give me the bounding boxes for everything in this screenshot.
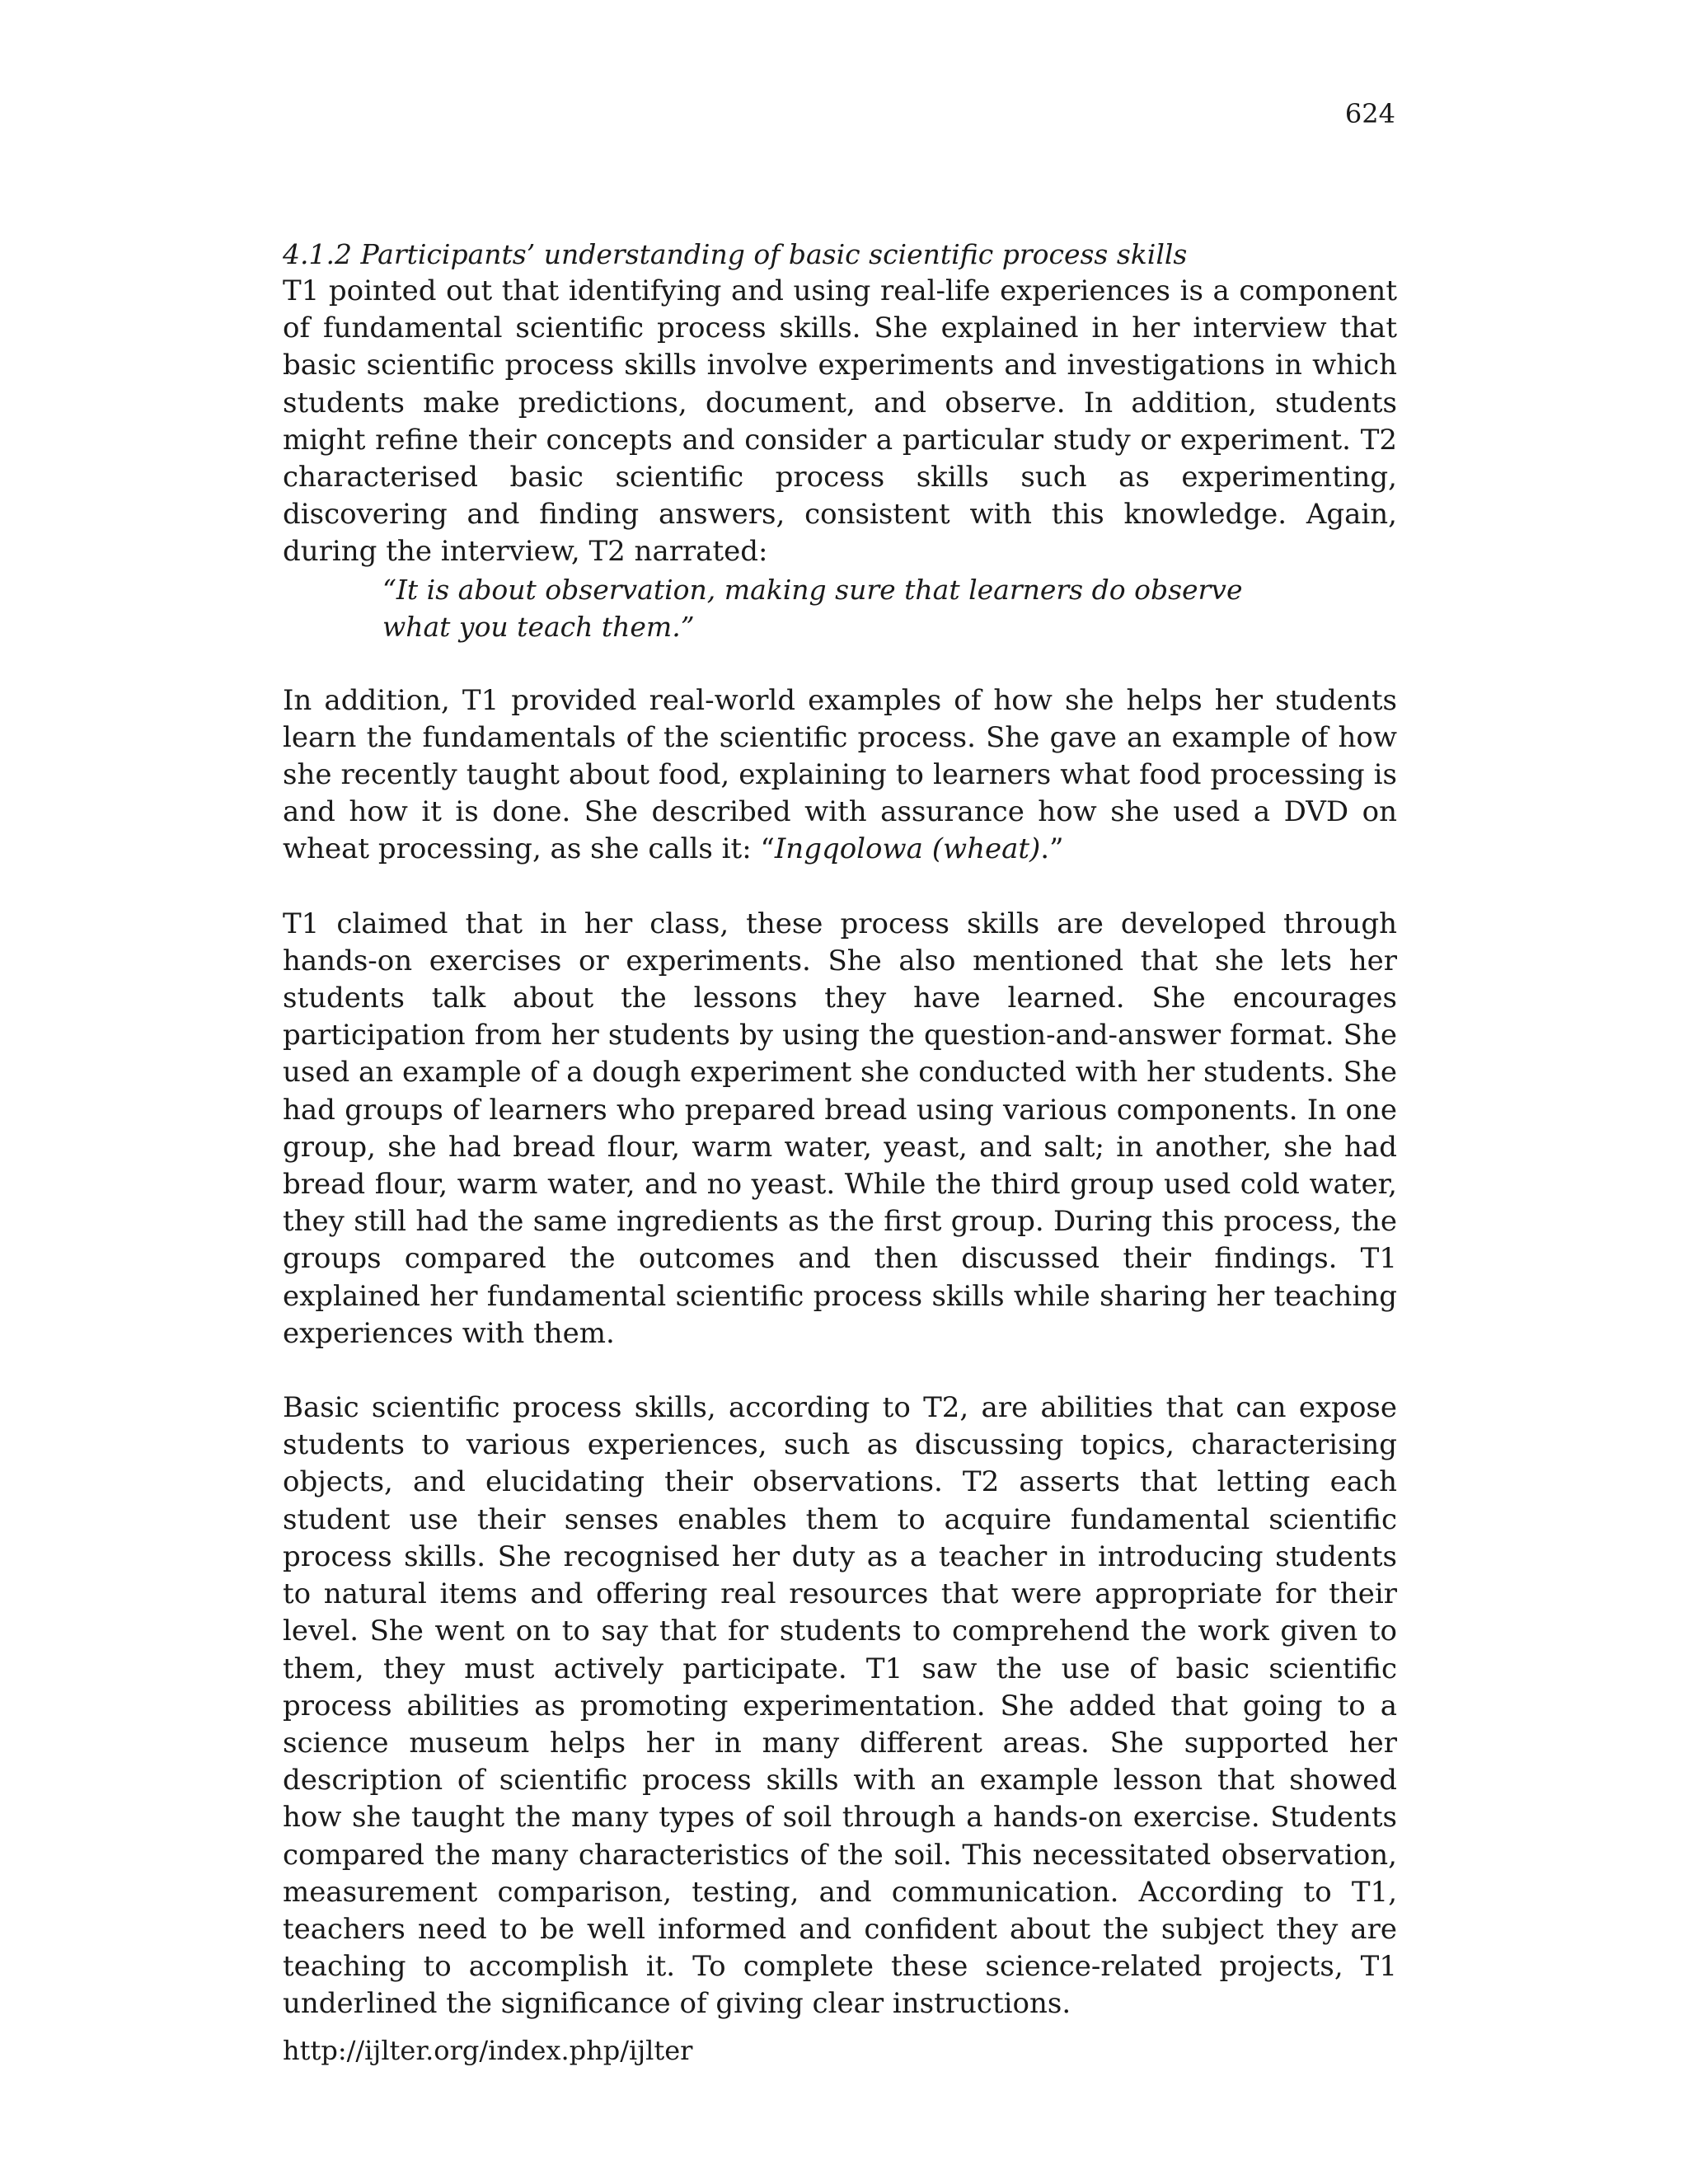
article-body	[283, 236, 1397, 2023]
paragraph-2	[283, 682, 1397, 869]
paragraph-spacer	[283, 1352, 1397, 1390]
page-number: 624	[1344, 98, 1395, 129]
paragraph-3: T1 claimed that in her class, these process skills are developed through hands-on exercises or experiments. She also mentioned that she lets her students talk about the lessons they have learned. She encourages participation from her students by using the question-and-answer format. She used an example of a dough experiment she conducted with her students. She had groups of learners who prepared bread using various components. In one group, she had bread flour, warm water, yeast, and salt; in another, she had bread flour, warm water, and no yeast. While the third group used cold water, they still had the same ingredients as the first group. During this process, the groups compared the outcomes and then discussed their findings. T1 explained her fundamental scientific process skills while sharing her teaching experiences with them.	[283, 907, 1397, 1350]
interview-quote: “It is about observation, making sure that learners do observe what you teach them.”	[382, 573, 1243, 643]
paragraph-spacer	[283, 869, 1397, 906]
paragraph-spacer	[283, 645, 1397, 682]
paragraph-4: Basic scientific process skills, according to T2, are abilities that can expose students to various experiences, such as discussing topics, characterising objects, and elucidating their observations. T2 asserts that letting each student use their senses enables them to acquire fundamental scientific process skills. She recognised her duty as a teacher in introducing students to natural items and offering real resources that were appropriate for their level. She went on to say that for students to comprehend the work given to them, they must actively participate. T1 saw the use of basic scientific process abilities as promoting experimentation. She added that going to a science museum helps her in many different areas. She supported her description of scientific process skills with an example lesson that showed how she taught the many types of soil through a hands-on exercise. Students compared the many characteristics of the soil. This necessitated observation, measurement comparison, testing, and communication. According to T1, teachers need to be well informed and confident about the subject they are teaching to accomplish it. To complete these science-related projects, T1 underlined the significance of giving clear instructions.	[283, 1391, 1397, 2021]
paragraph-2-italic-term: Ingqolowa (wheat)	[774, 832, 1041, 866]
paragraph-2-text: In addition, T1 provided real-world examples of how she helps her students learn the fundamentals of the scientific process. She gave an example of how she recently taught about food, explaining to learners what food processing is and how it is done. She described with assurance how she used a DVD on wheat processing, as she calls it: “	[283, 683, 1397, 866]
paragraph-1: T1 pointed out that identifying and using real-life experiences is a component of fundamental scientific process skills. She explained in her interview that basic scientific process skills involve experiments and investigations in which students make predictions, document, and observe. In addition, students might refine their concepts and consider a particular study or experiment. T2 characterised basic scientific process skills such as experimenting, discovering and finding answers, consistent with this knowledge. Again, during the interview, T2 narrated:	[283, 274, 1397, 569]
section-heading: 4.1.2 Participants’ understanding of basic scientific process skills	[283, 238, 1188, 270]
paragraph-2-closing: .”	[1040, 832, 1064, 866]
footer-url: http://ijlter.org/index.php/ijlter	[283, 2035, 693, 2066]
